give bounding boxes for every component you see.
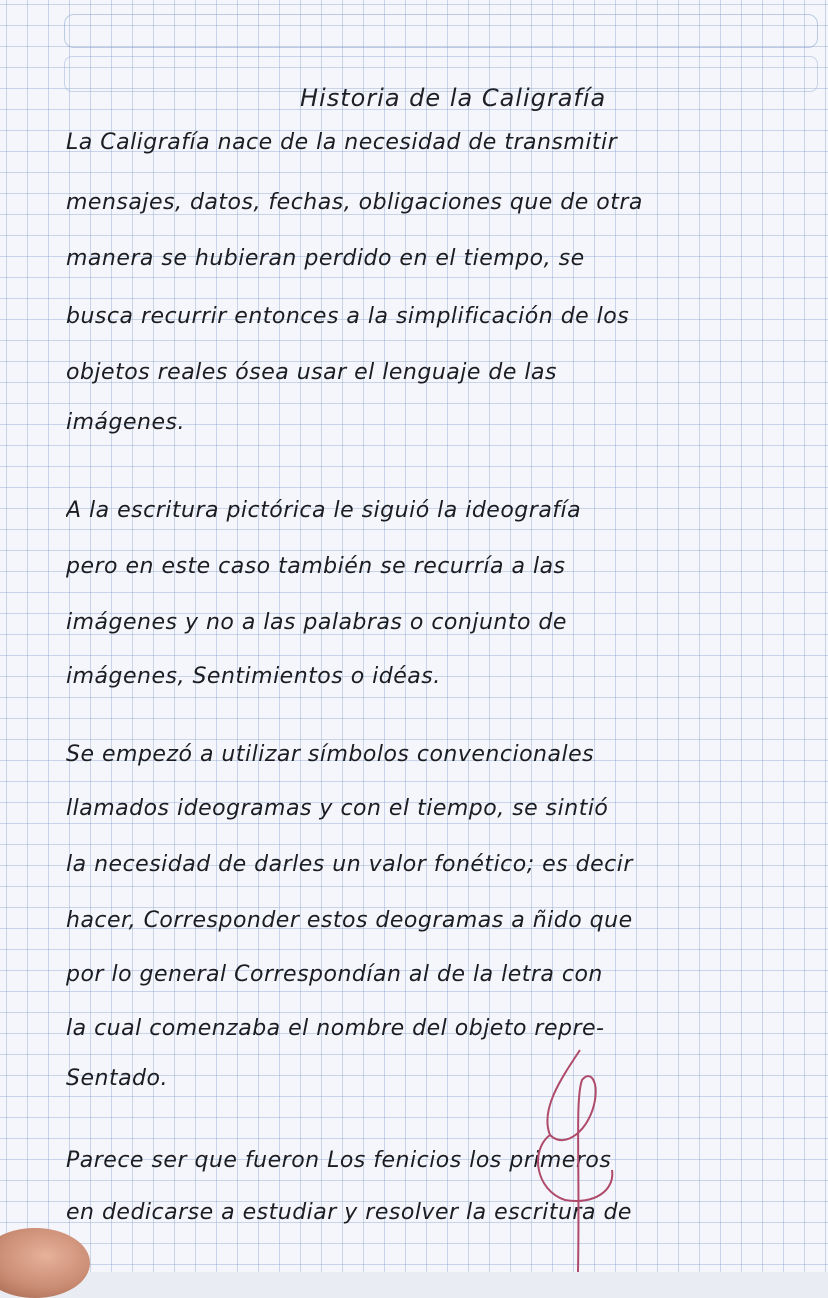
text-line: imágenes. [66,410,185,435]
text-line: mensajes, datos, fechas, obligaciones que de otra [66,190,643,215]
text-line: Se empezó a utilizar símbolos convencionales [66,742,595,767]
page-title: Historia de la Caligrafía [300,84,607,112]
header-box [64,14,818,48]
text-line: en dedicarse a estudiar y resolver la escritura de [66,1200,632,1225]
text-line: Sentado. [66,1066,168,1091]
text-line: la necesidad de darles un valor fonético; es decir [66,852,633,877]
text-line: la cual comenzaba el nombre del objeto repre- [66,1016,605,1041]
signature-mark [520,1040,640,1272]
text-line: A la escritura pictórica le siguió la ideografía [66,498,582,523]
text-line: por lo general Correspondían al de la letra con [66,962,603,987]
text-line: pero en este caso también se recurría a las [66,554,566,579]
text-line: objetos reales ósea usar el lenguaje de las [66,360,557,385]
text-line: Parece ser que fueron Los fenicios los primeros [66,1148,612,1173]
text-line: manera se hubieran perdido en el tiempo, se [66,246,585,271]
text-line: La Caligrafía nace de la necesidad de transmitir [66,130,618,155]
text-line: busca recurrir entonces a la simplificación de los [66,304,630,329]
text-line: imágenes, Sentimientos o idéas. [66,664,441,689]
text-line: imágenes y no a las palabras o conjunto de [66,610,567,635]
finger-in-photo [0,1228,90,1298]
text-line: llamados ideogramas y con el tiempo, se sintió [66,796,609,821]
text-line: hacer, Corresponder estos deogramas a ñido que [66,908,633,933]
